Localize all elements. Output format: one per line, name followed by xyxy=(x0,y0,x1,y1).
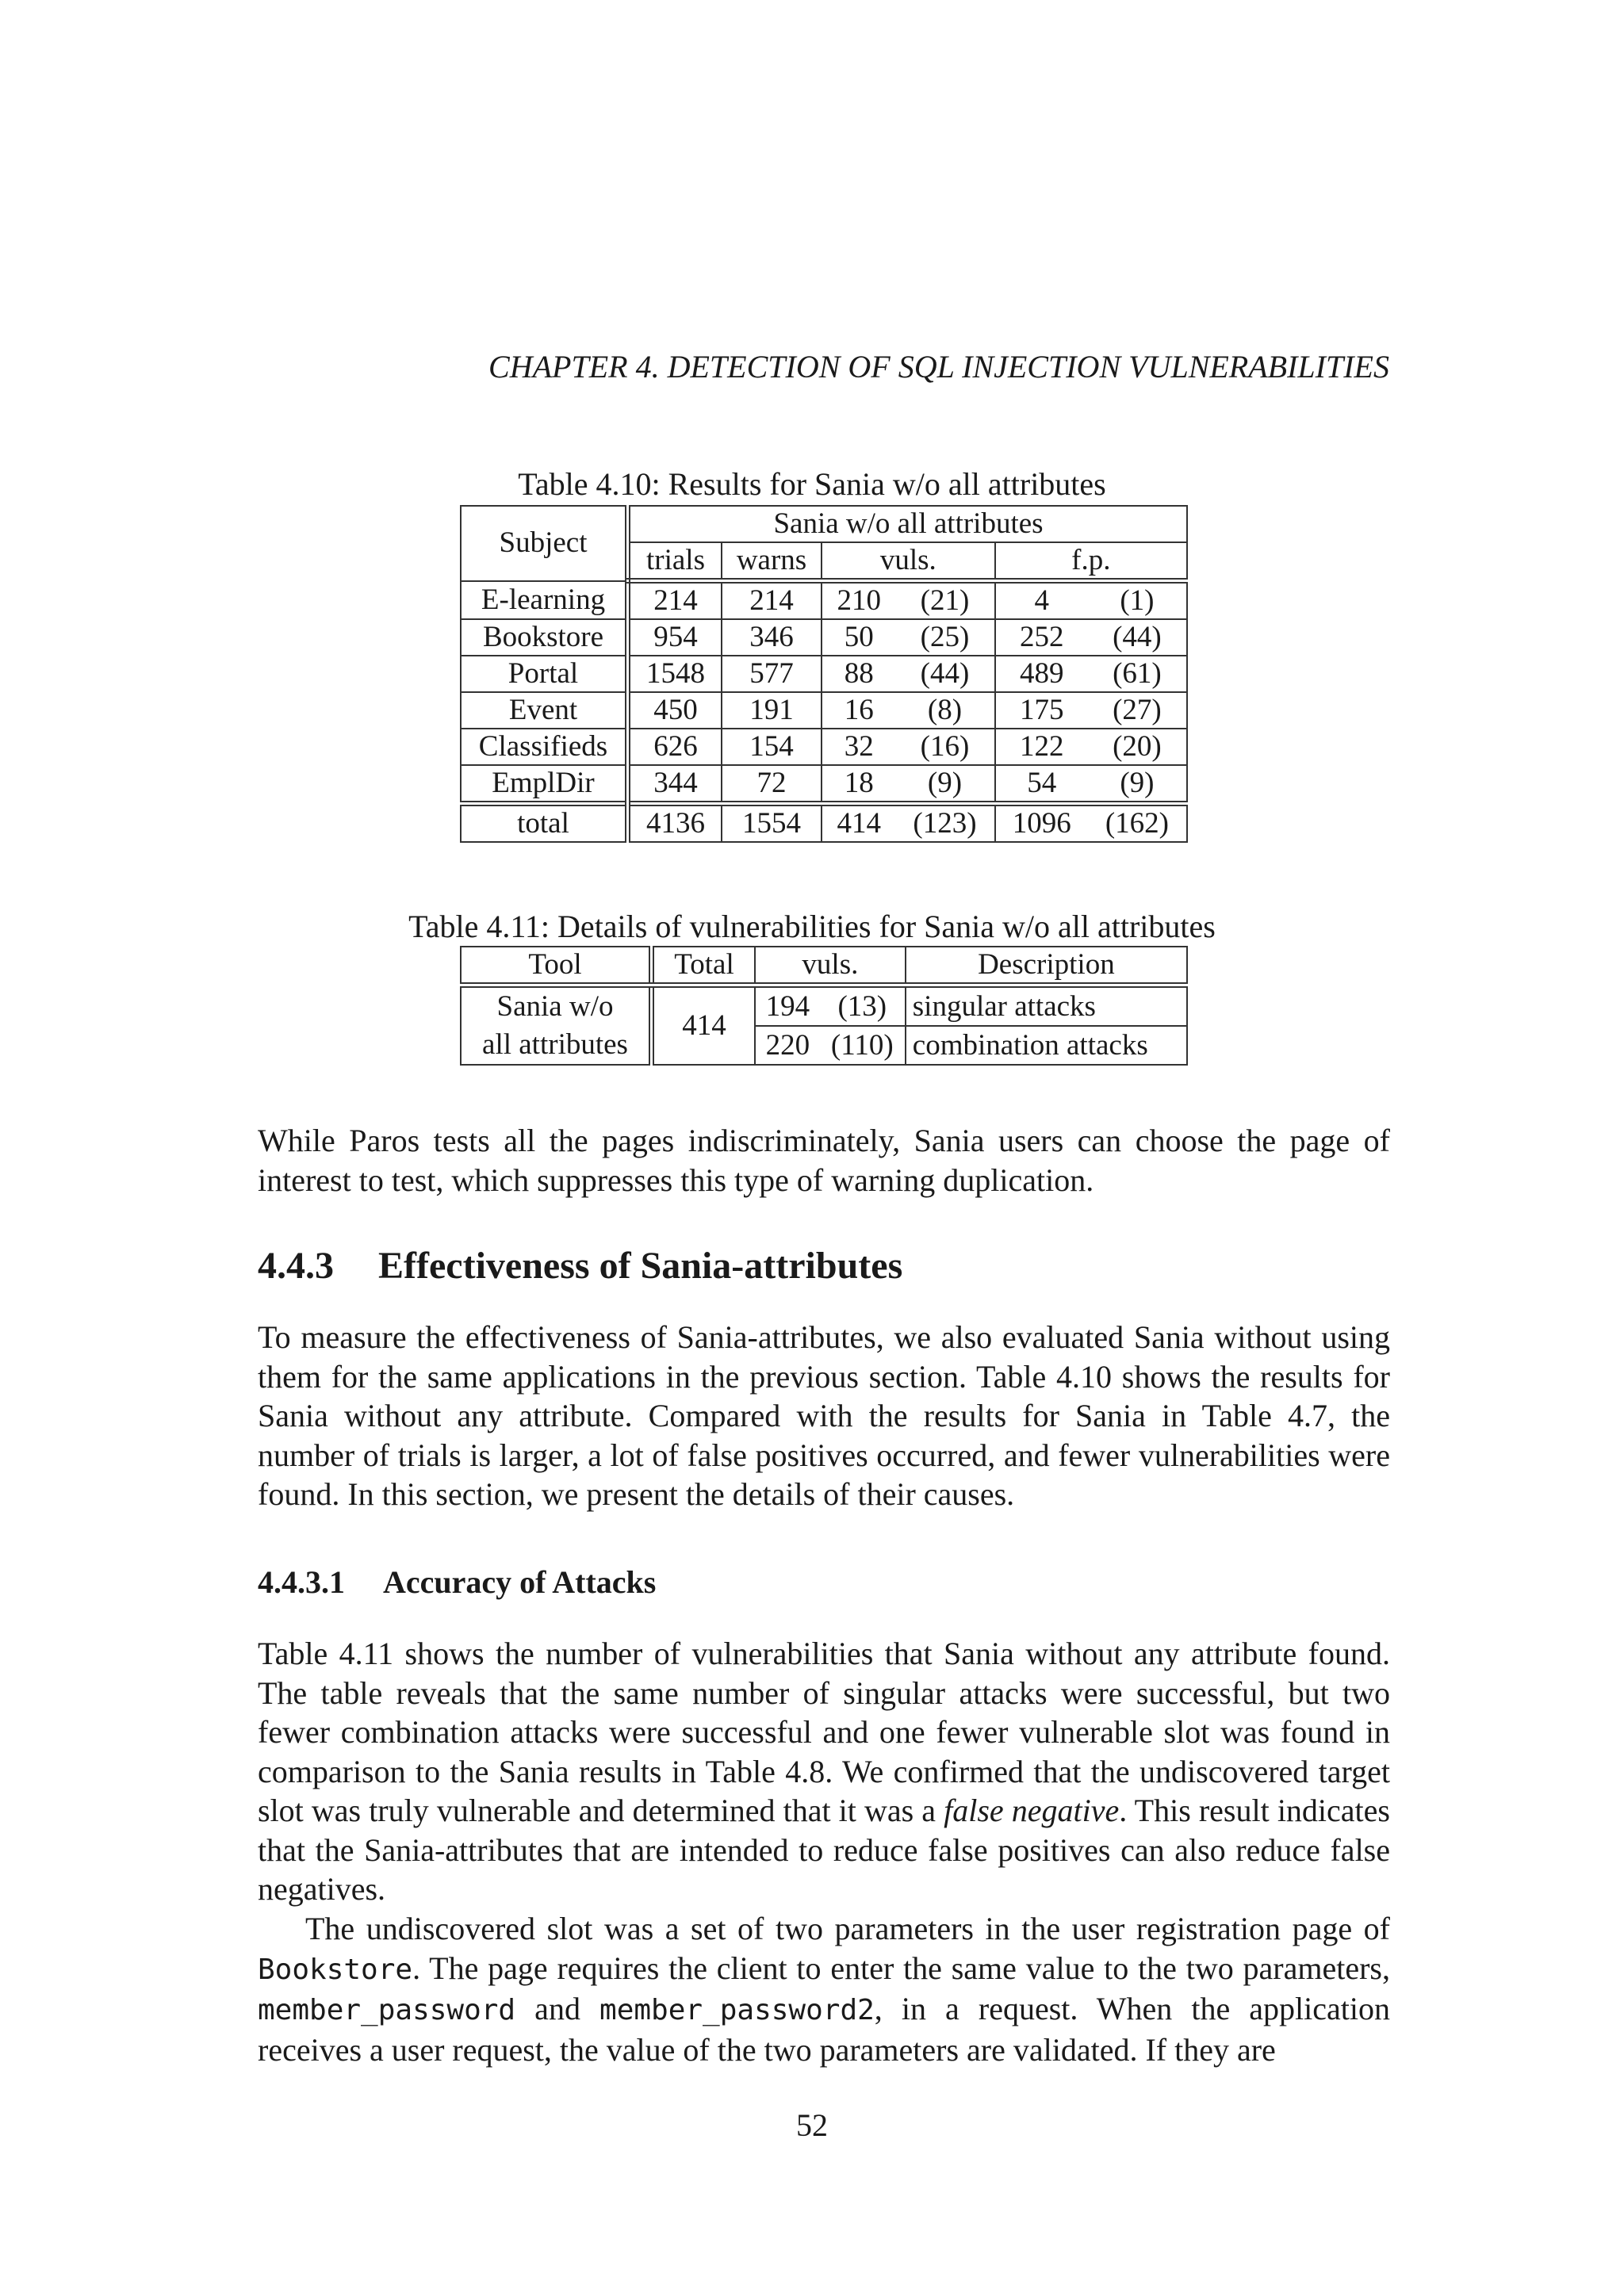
fp-cell: 54 xyxy=(995,765,1088,804)
section-heading xyxy=(258,1242,902,1290)
total-trials: 4136 xyxy=(628,804,722,843)
warns-cell: 577 xyxy=(722,656,822,692)
vuls-cell: 210 xyxy=(822,581,895,620)
subsection-number: 4.4.3.1 xyxy=(258,1564,345,1600)
col-warns: warns xyxy=(722,542,822,581)
table-row xyxy=(461,619,1187,656)
text-run: . This result indicates that the Sania-attributes that are intended to reduce false positives can also reduce false negatives. xyxy=(258,1793,1390,1907)
fp-cell: 4 xyxy=(995,581,1088,620)
group-header: Sania w/o all attributes xyxy=(628,506,1188,542)
warns-cell: 72 xyxy=(722,765,822,804)
fp-paren-cell: (27) xyxy=(1088,692,1187,729)
table-row xyxy=(461,581,1187,620)
vuls-cell: 220 xyxy=(755,1026,820,1065)
vuls-cell: 50 xyxy=(822,619,895,656)
section-paragraph: To measure the effectiveness of Sania-attributes, we also evaluated Sania without using them for the same applications in the previous section. Table 4.10 shows the results for Sania without any attribute. Compared with the results for Sania in Table 4.7, the number of trials is larger, a lot of false positives occurred, and fewer vulnerabilities were found. In this section, we present the details of their causes. xyxy=(258,1319,1390,1512)
emphasis-text: false negative xyxy=(944,1793,1120,1828)
col-total: Total xyxy=(652,947,756,985)
vuls-paren-cell: (8) xyxy=(895,692,994,729)
vuls-paren-cell: (9) xyxy=(895,765,994,804)
fp-cell: 252 xyxy=(995,619,1088,656)
vuls-paren-cell: (25) xyxy=(895,619,994,656)
col-description: Description xyxy=(906,947,1187,985)
col-fp: f.p. xyxy=(995,542,1187,581)
warns-cell: 346 xyxy=(722,619,822,656)
total-fp-paren: (162) xyxy=(1088,804,1187,843)
vuls-cell: 16 xyxy=(822,692,895,729)
table-row xyxy=(461,692,1187,729)
vuls-cell: 194 xyxy=(755,985,820,1027)
trials-cell: 626 xyxy=(628,729,722,765)
vuls-cell: 32 xyxy=(822,729,895,765)
fp-paren-cell: (44) xyxy=(1088,619,1187,656)
tool-line-2: all attributes xyxy=(482,1028,628,1061)
total-fp: 1096 xyxy=(995,804,1088,843)
table-row xyxy=(461,729,1187,765)
total-vuls: 414 xyxy=(822,804,895,843)
description-cell: singular attacks xyxy=(906,985,1187,1027)
fp-cell: 122 xyxy=(995,729,1088,765)
total-cell: 414 xyxy=(652,985,756,1066)
text-run: Table 4.11 shows the number of vulnerabilities that Sania without any attribute found. The table reveals that the same number of singular attacks were successful, but two fewer combination attacks were successful and one fewer vulnerable slot was found in comparison to the Sania results in Table 4.8. We confirmed that the undiscovered target slot was truly vulnerable and determined that it was a xyxy=(258,1636,1390,1828)
intro-paragraph: While Paros tests all the pages indiscriminately, Sania users can choose the page of interest to test, which suppresses this type of warning duplication. xyxy=(258,1123,1390,1198)
table-row xyxy=(461,656,1187,692)
section-title: Effectiveness of Sania-attributes xyxy=(378,1245,903,1287)
fp-paren-cell: (61) xyxy=(1088,656,1187,692)
text-run: , in a request. When the application receives a user request, the value of the two parameters are validated. If they are xyxy=(258,1991,1390,2068)
table-4-10 xyxy=(460,505,1188,843)
subject-cell: E-learning xyxy=(461,581,628,620)
description-cell: combination attacks xyxy=(906,1026,1187,1065)
warns-cell: 214 xyxy=(722,581,822,620)
fp-cell: 175 xyxy=(995,692,1088,729)
subject-cell: Classifieds xyxy=(461,729,628,765)
subject-cell: EmplDir xyxy=(461,765,628,804)
subsection-title: Accuracy of Attacks xyxy=(383,1564,657,1600)
code-text: member_password xyxy=(258,1994,516,2026)
fp-paren-cell: (9) xyxy=(1088,765,1187,804)
tool-cell xyxy=(461,985,652,1066)
text-run: and xyxy=(515,1991,600,2026)
vuls-cell: 88 xyxy=(822,656,895,692)
warns-cell: 154 xyxy=(722,729,822,765)
text-run: The undiscovered slot was a set of two parameters in the user registration page of xyxy=(305,1911,1390,1946)
warns-cell: 191 xyxy=(722,692,822,729)
table-row xyxy=(461,765,1187,804)
vuls-cell: 18 xyxy=(822,765,895,804)
subject-cell: Portal xyxy=(461,656,628,692)
total-subject: total xyxy=(461,804,628,843)
vuls-paren-cell: (13) xyxy=(820,985,906,1027)
table-header-row xyxy=(461,947,1187,985)
subsection-paragraph-2 xyxy=(258,1909,1390,2069)
table-4-10-caption: Table 4.10: Results for Sania w/o all attributes xyxy=(518,466,1106,502)
vuls-paren-cell: (110) xyxy=(820,1026,906,1065)
vuls-paren-cell: (16) xyxy=(895,729,994,765)
code-text: Bookstore xyxy=(258,1953,413,1986)
table-row xyxy=(461,985,1187,1027)
total-vuls-paren: (123) xyxy=(895,804,994,843)
text-run: . The page requires the client to enter the same value to the two parameters, xyxy=(412,1950,1390,1986)
vuls-paren-cell: (44) xyxy=(895,656,994,692)
vuls-paren-cell: (21) xyxy=(895,581,994,620)
trials-cell: 344 xyxy=(628,765,722,804)
col-vuls: vuls. xyxy=(822,542,995,581)
page-number: 52 xyxy=(796,2107,828,2143)
trials-cell: 1548 xyxy=(628,656,722,692)
subject-cell: Event xyxy=(461,692,628,729)
trials-cell: 954 xyxy=(628,619,722,656)
fp-paren-cell: (1) xyxy=(1088,581,1187,620)
subject-cell: Bookstore xyxy=(461,619,628,656)
tool-line-1: Sania w/o xyxy=(496,990,614,1023)
trials-cell: 214 xyxy=(628,581,722,620)
table-4-11 xyxy=(460,946,1188,1066)
subsection-paragraph-1 xyxy=(258,1634,1390,1909)
subsection-heading xyxy=(258,1563,656,1602)
fp-paren-cell: (20) xyxy=(1088,729,1187,765)
running-head: CHAPTER 4. DETECTION OF SQL INJECTION VULNERABILITIES xyxy=(488,349,1389,385)
col-vuls: vuls. xyxy=(755,947,906,985)
col-tool: Tool xyxy=(461,947,652,985)
subject-header: Subject xyxy=(461,506,628,581)
table-4-11-caption: Table 4.11: Details of vulnerabilities for Sania w/o all attributes xyxy=(408,909,1216,944)
col-trials: trials xyxy=(628,542,722,581)
trials-cell: 450 xyxy=(628,692,722,729)
total-warns: 1554 xyxy=(722,804,822,843)
section-number: 4.4.3 xyxy=(258,1245,334,1287)
code-text: member_password2 xyxy=(599,1994,875,2026)
table-header-row xyxy=(461,506,1187,542)
fp-cell: 489 xyxy=(995,656,1088,692)
table-total-row xyxy=(461,804,1187,843)
